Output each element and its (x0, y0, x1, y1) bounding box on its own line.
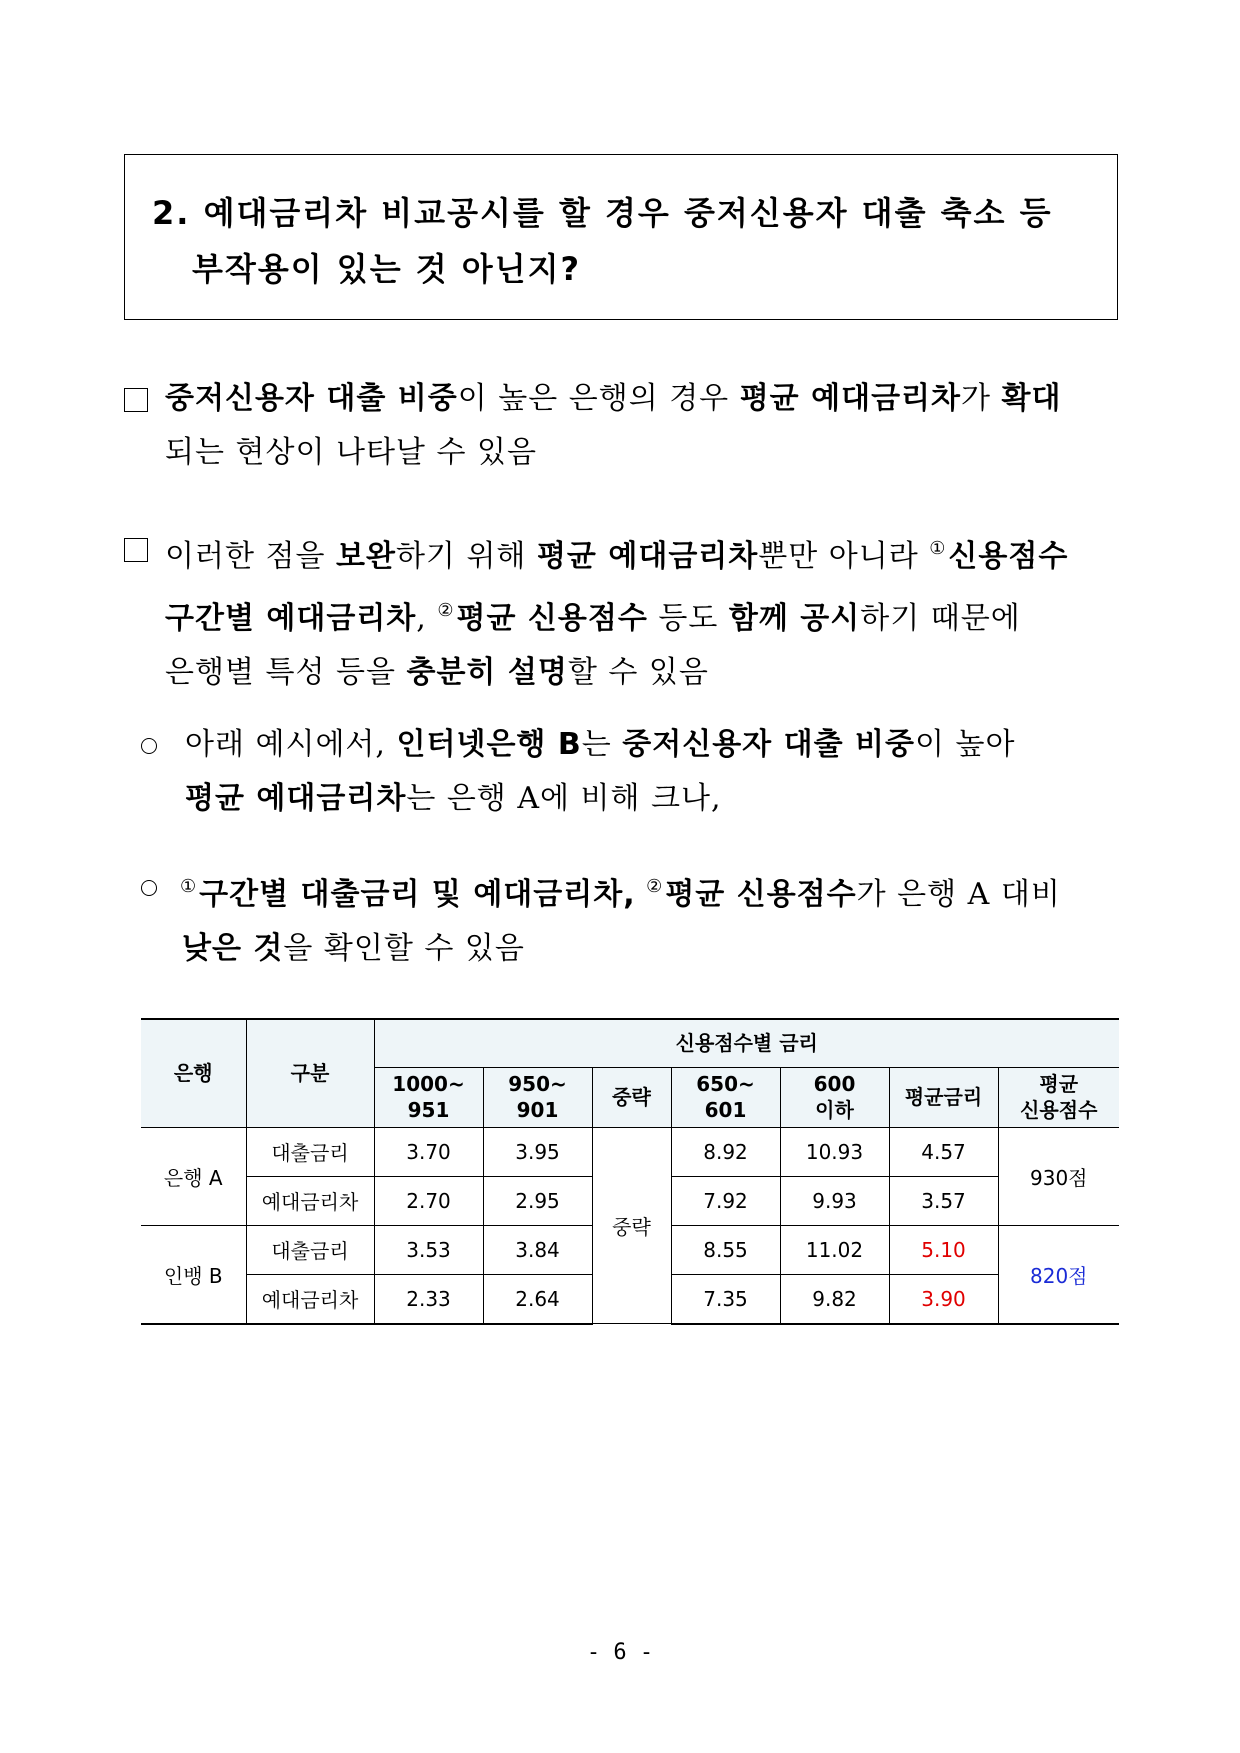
paragraph-2 (165, 522, 1130, 700)
table-cell: 3.84 (483, 1225, 592, 1274)
header-bank: 은행 (141, 1019, 246, 1127)
page-number: - 6 - (586, 1640, 654, 1665)
paragraph-1 (165, 372, 1120, 480)
text-bold: 구간별 대출금리 및 예대금리차, (199, 877, 636, 912)
average-score-cell: 930점 (998, 1127, 1119, 1225)
text: 가 은행 A 대비 (856, 877, 1061, 912)
text-bold: 중저신용자 대출 비중 (165, 381, 458, 416)
text-bold: 보완 (335, 539, 396, 574)
table-cell: 8.55 (671, 1225, 780, 1274)
text: 하기 위해 (395, 539, 537, 574)
header-range-950-901: 950~ 901 (483, 1067, 592, 1127)
table-row (141, 1127, 1119, 1176)
table-cell: 10.93 (780, 1127, 889, 1176)
bank-name: 인뱅 B (141, 1225, 246, 1324)
checkbox-square-icon (124, 538, 148, 562)
text-bold: 중저신용자 대출 비중 (622, 727, 915, 762)
table-cell: 7.92 (671, 1176, 780, 1225)
header-average-score: 평균 신용점수 (998, 1067, 1119, 1127)
text: 하기 때문에 (860, 601, 1021, 636)
circle-bullet-icon (141, 880, 157, 896)
header-range-650-601: 650~ 601 (671, 1067, 780, 1127)
text: 는 은행 A에 비해 크나, (406, 781, 722, 816)
title-line-1: 2. 예대금리차 비교공시를 할 경우 중저신용자 대출 축소 등 (152, 194, 1053, 232)
omitted-cell: 중략 (592, 1127, 671, 1324)
row-type: 대출금리 (246, 1225, 374, 1274)
title-line-2: 부작용이 있는 것 아닌지? (192, 250, 582, 288)
table-cell: 3.95 (483, 1127, 592, 1176)
text: 이러한 점을 (165, 539, 336, 574)
header-omitted: 중략 (592, 1067, 671, 1127)
table-cell: 11.02 (780, 1225, 889, 1274)
text: 을 확인할 수 있음 (283, 931, 525, 966)
text-bold: 평균 신용점수 (456, 601, 648, 636)
text: 뿐만 아니라 (758, 539, 930, 574)
average-score-cell: 820점 (998, 1225, 1119, 1324)
text-bold: 인터넷은행 B (396, 727, 582, 762)
text-bold: 구간별 예대금리차 (165, 601, 417, 636)
average-rate-cell: 3.90 (889, 1274, 998, 1324)
title-box (124, 154, 1118, 320)
header-range-600-below: 600 이하 (780, 1067, 889, 1127)
row-type: 예대금리차 (246, 1176, 374, 1225)
text: 할 수 있음 (567, 655, 709, 690)
bank-name: 은행 A (141, 1127, 246, 1225)
footnote-marker: ① (929, 538, 947, 559)
footnote-marker: ① (180, 876, 198, 897)
header-type: 구분 (246, 1019, 374, 1127)
table-cell: 3.70 (374, 1127, 483, 1176)
table-cell: 2.70 (374, 1176, 483, 1225)
section-title (152, 185, 1102, 297)
average-rate-cell: 4.57 (889, 1127, 998, 1176)
table-cell: 2.33 (374, 1274, 483, 1324)
text: 은행별 특성 등을 (165, 655, 407, 690)
header-average-rate: 평균금리 (889, 1067, 998, 1127)
table-cell: 3.53 (374, 1225, 483, 1274)
footnote-marker: ② (646, 876, 664, 897)
row-type: 예대금리차 (246, 1274, 374, 1324)
header-range-1000-951: 1000~ 951 (374, 1067, 483, 1127)
table-cell: 8.92 (671, 1127, 780, 1176)
average-rate-cell: 3.57 (889, 1176, 998, 1225)
text: 이 높아 (914, 727, 1016, 762)
row-type: 대출금리 (246, 1127, 374, 1176)
text: 이 높은 은행의 경우 (457, 381, 740, 416)
text: 는 (581, 727, 623, 762)
text-bold: 낮은 것 (182, 931, 284, 966)
table-cell: 9.93 (780, 1176, 889, 1225)
table-cell: 9.82 (780, 1274, 889, 1324)
bullet-1 (185, 718, 1125, 826)
text: , (416, 601, 438, 636)
text-bold: 평균 신용점수 (665, 877, 857, 912)
average-rate-cell: 5.10 (889, 1225, 998, 1274)
text-bold: 충분히 설명 (406, 655, 568, 690)
table-cell: 7.35 (671, 1274, 780, 1324)
text-bold: 신용점수 (948, 539, 1069, 574)
text-bold: 확대 (1001, 381, 1062, 416)
text: 가 (961, 381, 1002, 416)
text-bold: 평균 예대금리차 (739, 381, 962, 416)
bullet-2 (180, 860, 1125, 976)
text-bold: 평균 예대금리차 (185, 781, 407, 816)
table-cell: 2.95 (483, 1176, 592, 1225)
text-bold: 평균 예대금리차 (536, 539, 759, 574)
text: 등도 (647, 601, 729, 636)
text: 아래 예시에서, (185, 727, 397, 762)
table-cell: 2.64 (483, 1274, 592, 1324)
circle-bullet-icon (141, 738, 157, 754)
rate-comparison-table (141, 1018, 1119, 1325)
text: 되는 현상이 나타날 수 있음 (165, 435, 537, 470)
footnote-marker: ② (437, 600, 455, 621)
checkbox-square-icon (124, 388, 148, 412)
text-bold: 함께 공시 (728, 601, 861, 636)
header-rate-by-score: 신용점수별 금리 (374, 1019, 1119, 1067)
